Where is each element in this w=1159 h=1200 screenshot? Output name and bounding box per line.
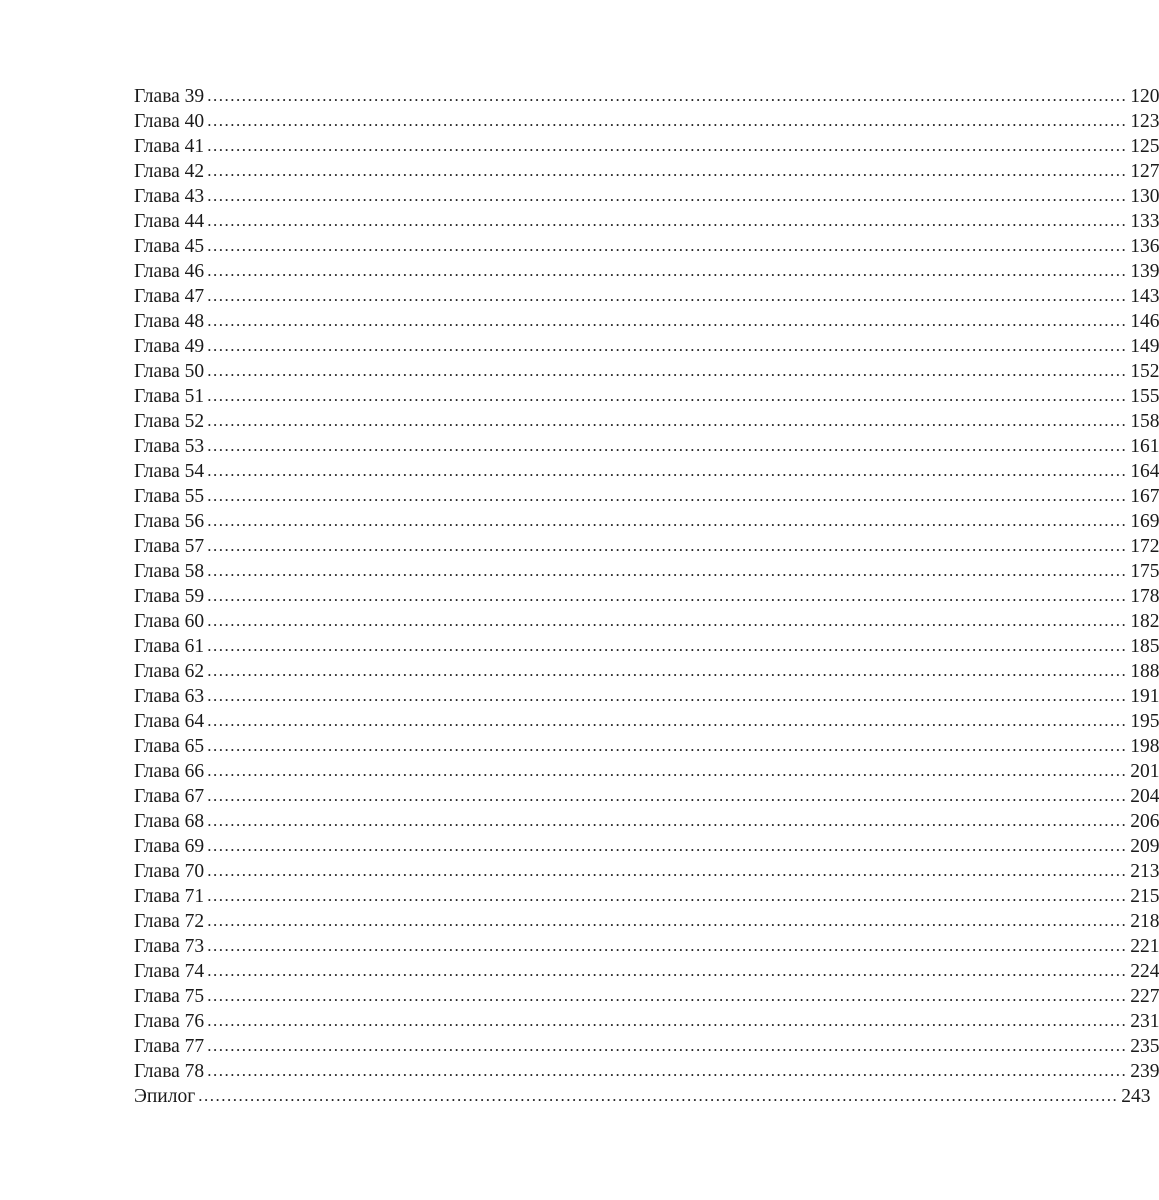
toc-entry-title: Глава 76 [134,1011,205,1032]
toc-dot-leader: ................................................................................................................................................................ [207,536,1128,555]
toc-dot-leader: ................................................................................................................................................................ [207,311,1128,330]
toc-entry-title: Глава 66 [134,761,205,782]
toc-entry [134,1034,1159,1059]
toc-entry-title: Глава 71 [134,886,205,907]
toc-dot-leader: ................................................................................................................................................................ [207,386,1128,405]
toc-entry [134,659,1159,684]
toc-entry-page-number: 239 [1130,1061,1159,1082]
toc-entry-title: Глава 60 [134,611,205,632]
toc-entry-title: Глава 59 [134,586,205,607]
toc-dot-leader: ................................................................................................................................................................ [207,211,1128,230]
toc-entry [134,859,1159,884]
toc-dot-leader: ................................................................................................................................................................ [207,586,1128,605]
toc-entry-page-number: 136 [1130,236,1159,257]
toc-entry-title: Глава 43 [134,186,205,207]
toc-entry-page-number: 243 [1121,1086,1151,1107]
toc-entry [134,1009,1159,1034]
toc-dot-leader: ................................................................................................................................................................ [207,911,1128,930]
toc-entry-title: Глава 70 [134,861,205,882]
toc-entry [134,1084,1151,1109]
toc-dot-leader: ................................................................................................................................................................ [207,1061,1128,1080]
toc-dot-leader: ................................................................................................................................................................ [207,886,1128,905]
toc-entry-page-number: 125 [1130,136,1159,157]
toc-entry-page-number: 164 [1130,461,1159,482]
toc-entry-page-number: 175 [1130,561,1159,582]
toc-entry-page-number: 149 [1130,336,1159,357]
toc-entry-page-number: 161 [1130,436,1159,457]
toc-dot-leader: ................................................................................................................................................................ [207,436,1128,455]
toc-entry [134,84,1159,109]
toc-entry-page-number: 191 [1130,686,1159,707]
toc-entry-title: Глава 77 [134,1036,205,1057]
toc-entry-title: Глава 42 [134,161,205,182]
toc-entry-title: Глава 54 [134,461,205,482]
toc-entry-page-number: 139 [1130,261,1159,282]
toc-dot-leader: ................................................................................................................................................................ [207,836,1128,855]
toc-entry-title: Глава 68 [134,811,205,832]
toc-entry [134,984,1159,1009]
toc-entry [134,359,1159,384]
toc-dot-leader: ................................................................................................................................................................ [207,486,1128,505]
toc-dot-leader: ................................................................................................................................................................ [207,111,1128,130]
toc-entry-title: Глава 47 [134,286,205,307]
toc-entry-title: Глава 57 [134,536,205,557]
toc-entry [134,209,1159,234]
toc-entry-page-number: 143 [1130,286,1159,307]
table-of-contents [134,84,1159,1109]
toc-entry-title: Глава 75 [134,986,205,1007]
toc-entry-title: Глава 51 [134,386,205,407]
toc-dot-leader: ................................................................................................................................................................ [207,286,1128,305]
toc-entry-title: Глава 56 [134,511,205,532]
toc-entry-page-number: 178 [1130,586,1159,607]
toc-entry [134,609,1159,634]
toc-entry-page-number: 206 [1130,811,1159,832]
toc-entry-title: Глава 50 [134,361,205,382]
toc-entry-page-number: 133 [1130,211,1159,232]
toc-entry [134,784,1159,809]
toc-dot-leader: ................................................................................................................................................................ [207,661,1128,680]
toc-entry-page-number: 182 [1130,611,1159,632]
toc-dot-leader: ................................................................................................................................................................ [207,136,1128,155]
toc-dot-leader: ................................................................................................................................................................ [198,1086,1119,1105]
toc-entry-title: Глава 46 [134,261,205,282]
toc-entry [134,684,1159,709]
toc-entry-page-number: 204 [1130,786,1159,807]
toc-entry-title: Глава 55 [134,486,205,507]
toc-dot-leader: ................................................................................................................................................................ [207,161,1128,180]
toc-entry-page-number: 120 [1130,86,1159,107]
toc-entry-title: Глава 62 [134,661,205,682]
toc-dot-leader: ................................................................................................................................................................ [207,961,1128,980]
toc-entry [134,159,1159,184]
toc-entry [134,459,1159,484]
toc-entry-page-number: 167 [1130,486,1159,507]
toc-dot-leader: ................................................................................................................................................................ [207,261,1128,280]
toc-entry-title: Эпилог [134,1086,196,1107]
toc-dot-leader: ................................................................................................................................................................ [207,361,1128,380]
toc-dot-leader: ................................................................................................................................................................ [207,811,1128,830]
toc-entry-page-number: 123 [1130,111,1159,132]
toc-entry-page-number: 172 [1130,536,1159,557]
toc-dot-leader: ................................................................................................................................................................ [207,761,1128,780]
toc-entry [134,834,1159,859]
toc-dot-leader: ................................................................................................................................................................ [207,461,1128,480]
toc-dot-leader: ................................................................................................................................................................ [207,336,1128,355]
toc-entry-page-number: 209 [1130,836,1159,857]
toc-entry [134,934,1159,959]
toc-entry-page-number: 215 [1130,886,1159,907]
toc-entry-title: Глава 48 [134,311,205,332]
toc-entry [134,134,1159,159]
toc-dot-leader: ................................................................................................................................................................ [207,936,1128,955]
toc-entry-title: Глава 44 [134,211,205,232]
toc-entry-title: Глава 61 [134,636,205,657]
toc-entry-title: Глава 58 [134,561,205,582]
toc-entry [134,284,1159,309]
toc-entry [134,534,1159,559]
toc-entry [134,334,1159,359]
toc-entry-page-number: 188 [1130,661,1159,682]
toc-entry-page-number: 152 [1130,361,1159,382]
toc-entry [134,509,1159,534]
toc-dot-leader: ................................................................................................................................................................ [207,1036,1128,1055]
toc-entry-page-number: 198 [1130,736,1159,757]
toc-dot-leader: ................................................................................................................................................................ [207,186,1128,205]
toc-entry [134,384,1159,409]
toc-entry-page-number: 130 [1130,186,1159,207]
toc-entry [134,809,1159,834]
toc-entry [134,109,1159,134]
toc-entry-title: Глава 49 [134,336,205,357]
toc-dot-leader: ................................................................................................................................................................ [207,736,1128,755]
toc-entry [134,884,1159,909]
toc-entry-page-number: 146 [1130,311,1159,332]
toc-entry-page-number: 201 [1130,761,1159,782]
toc-dot-leader: ................................................................................................................................................................ [207,611,1128,630]
toc-entry-title: Глава 69 [134,836,205,857]
toc-entry-page-number: 224 [1130,961,1159,982]
toc-entry-page-number: 185 [1130,636,1159,657]
toc-dot-leader: ................................................................................................................................................................ [207,986,1128,1005]
toc-dot-leader: ................................................................................................................................................................ [207,711,1128,730]
toc-entry-title: Глава 40 [134,111,205,132]
toc-dot-leader: ................................................................................................................................................................ [207,686,1128,705]
toc-entry-title: Глава 72 [134,911,205,932]
toc-entry [134,634,1159,659]
toc-dot-leader: ................................................................................................................................................................ [207,86,1128,105]
toc-dot-leader: ................................................................................................................................................................ [207,861,1128,880]
toc-dot-leader: ................................................................................................................................................................ [207,411,1128,430]
toc-entry-title: Глава 78 [134,1061,205,1082]
toc-entry-title: Глава 74 [134,961,205,982]
toc-entry-page-number: 195 [1130,711,1159,732]
toc-entry-title: Глава 63 [134,686,205,707]
toc-entry [134,909,1159,934]
toc-entry [134,734,1159,759]
toc-entry-page-number: 218 [1130,911,1159,932]
toc-entry [134,259,1159,284]
toc-entry-title: Глава 45 [134,236,205,257]
toc-entry-page-number: 213 [1130,861,1159,882]
toc-entry-title: Глава 64 [134,711,205,732]
toc-entry-page-number: 227 [1130,986,1159,1007]
toc-entry-title: Глава 65 [134,736,205,757]
toc-dot-leader: ................................................................................................................................................................ [207,511,1128,530]
toc-entry [134,584,1159,609]
toc-entry-page-number: 231 [1130,1011,1159,1032]
toc-entry [134,1059,1159,1084]
toc-dot-leader: ................................................................................................................................................................ [207,1011,1128,1030]
toc-dot-leader: ................................................................................................................................................................ [207,236,1128,255]
toc-entry-title: Глава 52 [134,411,205,432]
toc-dot-leader: ................................................................................................................................................................ [207,786,1128,805]
toc-entry [134,759,1159,784]
toc-entry-page-number: 235 [1130,1036,1159,1057]
toc-entry-page-number: 169 [1130,511,1159,532]
toc-entry-page-number: 127 [1130,161,1159,182]
toc-entry-title: Глава 53 [134,436,205,457]
toc-entry-page-number: 221 [1130,936,1159,957]
toc-entry [134,959,1159,984]
toc-entry-page-number: 158 [1130,411,1159,432]
toc-entry [134,409,1159,434]
toc-dot-leader: ................................................................................................................................................................ [207,561,1128,580]
toc-entry [134,709,1159,734]
toc-entry [134,484,1159,509]
toc-entry-title: Глава 73 [134,936,205,957]
toc-entry [134,309,1159,334]
toc-entry-title: Глава 41 [134,136,205,157]
toc-entry-title: Глава 67 [134,786,205,807]
toc-entry-page-number: 155 [1130,386,1159,407]
toc-entry [134,234,1159,259]
toc-entry [134,434,1159,459]
toc-dot-leader: ................................................................................................................................................................ [207,636,1128,655]
toc-entry [134,559,1159,584]
toc-entry-title: Глава 39 [134,86,205,107]
toc-entry [134,184,1159,209]
